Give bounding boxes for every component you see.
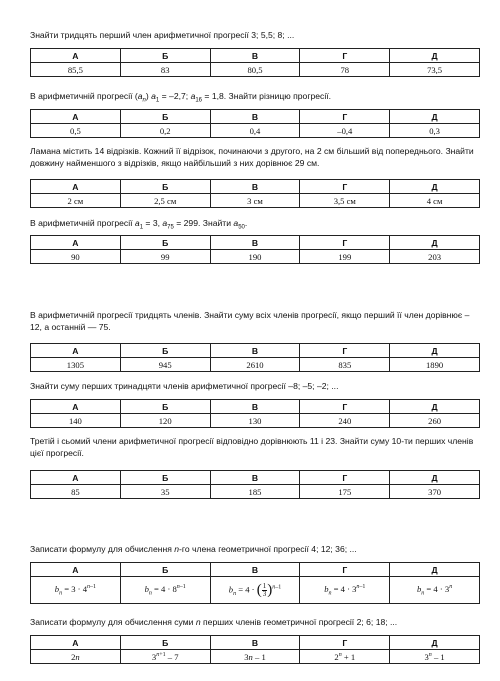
answer-cell: 199 (300, 250, 390, 264)
answer-cell: 185 (210, 485, 300, 499)
header-a: А (31, 636, 121, 650)
header-b: Б (120, 344, 210, 358)
answer-cell: 2,5 см (120, 194, 210, 208)
header-d: Д (390, 344, 480, 358)
problem-3-answers (30, 179, 480, 208)
header-a: А (31, 400, 121, 414)
problem-5-answers (30, 343, 480, 372)
header-d: Д (390, 636, 480, 650)
problem-1-answers (30, 48, 480, 77)
problem-2-text: В арифметичній прогресії $(a_n) a_1 = -2,7$; $a_{16} = 1,8$. Знайти різницю прогресії. (30, 91, 332, 104)
answer-cell: 945 (120, 358, 210, 372)
header-b: Б (120, 180, 210, 194)
problem-6-text: Знайти суму перших тринадцяти членів арифметичної прогресії –8; –5; –2; ... (30, 381, 339, 391)
header-g: Г (300, 236, 390, 250)
header-d: Д (390, 471, 480, 485)
header-g: Г (300, 400, 390, 414)
answer-cell: 0,2 (120, 124, 210, 138)
formula-cell: $b_n = 3 \cdot 4^{n-1}$ (31, 577, 121, 604)
header-v: В (210, 344, 300, 358)
answer-cell: 2 см (31, 194, 121, 208)
answer-cell: 835 (300, 358, 390, 372)
problem-7-answers (30, 470, 480, 499)
answer-cell: 3,5 см (300, 194, 390, 208)
formula-cell: 3n – 1 (210, 650, 300, 664)
formula-cell: $b_n = 4$ · ( $\frac{1}{3}$ )$^{n-1}$ (210, 577, 300, 604)
answer-cell: 1890 (390, 358, 480, 372)
problem-4-text: В арифметичній прогресії $a_1 = 3$, $a_{75} = 299$. Знайти $a_{50}$. (30, 218, 248, 231)
answer-cell: 370 (390, 485, 480, 499)
answer-cell: 203 (390, 250, 480, 264)
answer-cell: 35 (120, 485, 210, 499)
problem-1-text: Знайти тридцять перший член арифметичної прогресії 3; 5,5; 8; ... (30, 30, 295, 40)
header-b: Б (120, 471, 210, 485)
header-g: Г (300, 49, 390, 63)
header-a: А (31, 180, 121, 194)
answer-cell: 3 см (210, 194, 300, 208)
answer-cell: 4 см (390, 194, 480, 208)
answer-cell: 83 (120, 63, 210, 77)
problem-8-text: Записати формулу для обчислення n-го члена геометричної прогресії 4; 12; 36; ... (30, 544, 357, 554)
header-v: В (210, 471, 300, 485)
problem-3-text: Ламана містить 14 відрізків. Кожний її відрізок, починаючи з другого, на 2 см більший від попереднього. Знайти довжину найменшого з відрізків, якщо найбільший з них дорівнює 29 см. (30, 146, 474, 168)
problem-6-answers (30, 399, 480, 428)
problem-9-answers (30, 635, 480, 664)
formula-cell: $b_n = 4 \cdot 3^{n-1}$ (300, 577, 390, 604)
answer-cell: 0,4 (210, 124, 300, 138)
answer-cell: 0,3 (390, 124, 480, 138)
header-v: В (210, 636, 300, 650)
header-v: В (210, 236, 300, 250)
header-a: А (31, 236, 121, 250)
answer-cell: 175 (300, 485, 390, 499)
problem-2-answers (30, 109, 480, 138)
header-v: В (210, 563, 300, 577)
header-v: В (210, 110, 300, 124)
header-v: В (210, 400, 300, 414)
header-d: Д (390, 563, 480, 577)
header-a: А (31, 344, 121, 358)
formula-cell: $b_n = 4 \cdot 8^{n-1}$ (120, 577, 210, 604)
header-d: Д (390, 400, 480, 414)
header-b: Б (120, 49, 210, 63)
problem-8-answers (30, 562, 480, 604)
answer-cell: 190 (210, 250, 300, 264)
problem-9-text: Записати формулу для обчислення суми n перших членів геометричної прогресії 2; 6; 18; ... (30, 617, 398, 627)
answer-cell: 80,5 (210, 63, 300, 77)
header-a: А (31, 563, 121, 577)
header-g: Г (300, 636, 390, 650)
header-b: Б (120, 400, 210, 414)
answer-cell: –0,4 (300, 124, 390, 138)
answer-cell: 1305 (31, 358, 121, 372)
header-v: В (210, 49, 300, 63)
problem-7-text: Третій і сьомий члени арифметичної прогресії відповідно дорівнюють 11 і 23. Знайти суму 10-ти перших членів цієї прогресії. (30, 436, 474, 458)
header-g: Г (300, 180, 390, 194)
header-d: Д (390, 110, 480, 124)
answer-cell: 120 (120, 414, 210, 428)
answer-cell: 85,5 (31, 63, 121, 77)
problem-5-text: В арифметичній прогресії тридцять членів. Знайти суму всіх членів прогресії, якщо перший її член дорівнює –12, а останній — 75. (30, 310, 470, 332)
header-a: А (31, 49, 121, 63)
answer-cell: 99 (120, 250, 210, 264)
formula-cell: $2^n + 1$ (300, 650, 390, 664)
problem-4-answers (30, 235, 480, 264)
answer-cell: 130 (210, 414, 300, 428)
header-b: Б (120, 636, 210, 650)
header-g: Г (300, 471, 390, 485)
header-d: Д (390, 49, 480, 63)
answer-cell: 90 (31, 250, 121, 264)
answer-cell: 2610 (210, 358, 300, 372)
header-d: Д (390, 236, 480, 250)
header-b: Б (120, 236, 210, 250)
formula-cell: $3^{n+1} - 7$ (120, 650, 210, 664)
formula-cell: $b_n = 4 \cdot 3^n$ (390, 577, 480, 604)
header-d: Д (390, 180, 480, 194)
answer-cell: 260 (390, 414, 480, 428)
header-a: А (31, 110, 121, 124)
answer-cell: 0,5 (31, 124, 121, 138)
header-v: В (210, 180, 300, 194)
header-g: Г (300, 344, 390, 358)
answer-cell: 78 (300, 63, 390, 77)
answer-cell: 140 (31, 414, 121, 428)
answer-cell: 240 (300, 414, 390, 428)
formula-cell: 2n (31, 650, 121, 664)
formula-cell: 3$^n$ – 1 (390, 650, 480, 664)
header-b: Б (120, 110, 210, 124)
header-g: Г (300, 110, 390, 124)
answer-cell: 85 (31, 485, 121, 499)
header-g: Г (300, 563, 390, 577)
header-a: А (31, 471, 121, 485)
answer-cell: 73,5 (390, 63, 480, 77)
header-b: Б (120, 563, 210, 577)
